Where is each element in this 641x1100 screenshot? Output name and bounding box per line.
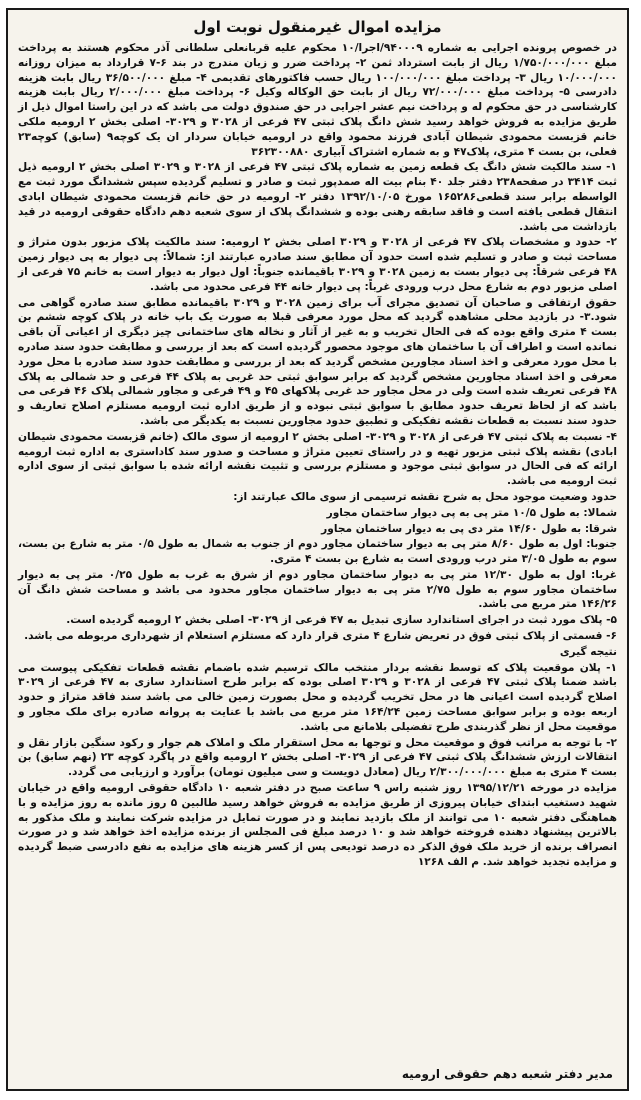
notice-title: مزایده اموال غیرمنقول نوبت اول — [193, 18, 442, 36]
signature-line: مدیر دفتر شعبه دهم حقوقی ارومیه — [401, 1067, 613, 1081]
paragraph-2: ۲- حدود و مشخصات پلاک ۴۷ فرعی از ۳۰۲۸ و ۳۰۲۹ اصلی بخش ۲ ارومیه: سند مالکیت پلاک مزبور بدون متراژ و مساحت ثبت و صادر و تسلیم شده است حدود آن مطابق سند صادره عبارتند از: شمالاً: پی دیوار به پی دیوار زمین ۴۸ فرعی شرقاً: پی دیوار بست به زمین ۳۰۲۸ و ۳۰۲۹ باقیمانده جنوباً: اول دیوار به دیوار است به خانم ۷۵ فرعی از اصلی مزبور دوم به شارع محل درب ورودی غرباً: پی دیوار خانه ۴۴ فرعی محدود می باشد. — [18, 236, 617, 293]
conclusion-1: ۱- پلان موقعیت پلاک که توسط نقشه بردار منتخب مالک ترسیم شده باضمام نقشه قطعات تفکیکی پیوست می باشد ضمنا پلاک ثبتی ۴۷ فرعی از ۳۰۲۸ و ۳۰۲۹ اصلی بوده که برابر طرح استاندارد سازی به ۴۷ فرعی از ۳۰۲۹ اصلاح گردیده است اعیانی ها در محل تخریب گردیده و محل بصورت زمین خالی می باشد سند فاقد متراژ و حدود اربعه بوده و برابر سوابق مساحت زمین ۱۶۴/۲۴ متر مربع می باشد با عنایت به پروانه صادره برای ملک مجاور و موقعیت محل از نظر گذربندی طرح تفضیلی بلامانع می باشد. — [18, 661, 618, 733]
boundary-south: جنوبا: اول به طول ۸/۶۰ متر پی به دیوار ساختمان مجاور دوم از جنوب به شمال به طول ۰/۵ متر به شارع بن بست، سوم به طول ۳/۰۵ متر درب ورودی است به شارع بن بست ۴ متری. — [18, 538, 617, 566]
boundary-west: غربا: اول به طول ۱۲/۳۰ متر پی به دیوار ساختمان مجاور دوم از شرق به غرب به طول ۰/۲۵ متر پی به دیوار ساختمان مجاور سوم به طول ۲/۷۵ متر پی به دیوار ساختمان مجاور محدود می باشد و مساحت شش دانگ آن ۱۴۶/۲۶ متر مربع می باشد. — [18, 568, 617, 611]
auction-schedule: مزایده در مورخه ۱۳۹۵/۱۲/۲۱ روز شنبه راس ۹ ساعت صبح در دفتر شعبه ۱۰ دادگاه حقوقی ارومیه واقع در خیابان شهید دستغیب ابتدای خیابان پیروزی از طریق مزایده به فروش خواهد رسید طالبین ۵ روز مانده به روز مزایده و با هماهنگی دفتر شعبه ۱۰ می توانند از ملک بازدید نمایند و در صورت تمایل در مزایده شرکت نمایند و ملک مذکور به بالاترین پیشنهاد دهنده فروخته خواهد شد و ۱۰ درصد مبلغ فی المجلس از برنده مزایده اخذ خواهد شد و در صورت انصراف برنده از خرید ملک فوق الذکر ده درصد تودیعی پس از کسر هزینه های مزایده به نفع دادرسی ضبط گردیده و مزایده تجدید خواهد شد. م الف ۱۲۶۸ — [18, 782, 617, 869]
boundaries-heading: حدود وضعیت موجود محل به شرح نقشه ترسیمی از سوی مالک عبارتند از: — [233, 490, 617, 503]
boundary-north: شمالا: به طول ۱۰/۵ متر پی به پی دیوار ساختمان مجاور — [326, 506, 617, 519]
paragraph-6: ۶- قسمتی از پلاک ثبتی فوق در تعریض شارع ۴ متری قرار دارد که مستلزم استعلام از شهرداری مربوطه می باشد. — [24, 630, 617, 643]
conclusion-2: ۲- با توجه به مراتب فوق و موقعیت محل و توجها به محل استقرار ملک و املاک هم جوار و رکود سنگین بازار نقل و انتقالات ارزش ششدانگ پلاک ثبتی ۴۷ فرعی از ۳۰۲۹- اصلی بخش ۲ ارومیه واقع در پاگرد کوچه ۲۳ (نهم سابق) بن بست ۴ متری به مبلغ ۲/۳۰۰/۰۰۰/۰۰۰ ریال (معادل دویست و سی میلیون تومان) برآورد و ارزیابی می گردد. — [18, 736, 618, 779]
boundary-east: شرقا: به طول ۱۴/۶۰ متر دی پی به دیوار ساختمان مجاور — [321, 522, 617, 535]
paragraph-3: حقوق ارتفاقی و صاحبان آن تصدیق مجرای آب برای زمین ۳۰۲۸ و ۳۰۲۹ باقیمانده مطابق سند صادره گواهی می شود.۳- در بازدید محلی مشاهده گردید که محل مورد معرفی قبلا به صورت یک باب خانه در پلاک کوچه ششم بن بست ۴ متری واقع بوده که فی الحال تخریب و به غیر از آثار و نخاله های ساختمانی چیز دیگری از اعیانی آن باقی نمانده است و اطراف آن با ساختمان های موجود محصور گردیده است که بعد از بررسی و مطابقت حدود سند صادره با محل مورد معرفی و اخذ اسناد مجاورین مشخص گردید که بعد از بررسی و مطابقت حدود سند صادره با محل مورد معرفی و اخذ اسناد مجاورین مشخص گردید که برابر سوابق ثبتی حد غربی به پلاک ۴۴ فرعی و حد شمالی به پلاک ۴۸ فرعی تعریف شده است ولی در محل مجاور حد غربی پلاکهای ۴۵ و ۴۹ فرعی و مجاور شمالی پلاک ۴۶ فرعی می باشد که از لحاظ تعریف حدود مطابق با سوابق ثبتی نبوده و از طریق اداره ثبت ارومیه مستلزم اصلاح تعاریف و حدود سند نسبت به قطعات نقشه تفکیکی و تطبیق حدود مجاورین نسبت به یکدیگر می باشد. — [18, 296, 617, 427]
conclusion-heading: نتیجه گیری — [559, 645, 617, 658]
paragraph-1: ۱- سند مالکیت شش دانگ یک قطعه زمین به شماره پلاک ثبتی ۴۷ فرعی از ۳۰۲۸ و ۳۰۲۹ اصلی بخش ۲ ارومیه ذیل ثبت ۳۴۱۴ در صفحه۲۳۸ دفتر جلد ۴۰ بنام بیت اله صمدپور ثبت و صادر و تسلیم گردیده سپس ششدانگ مورد ثبت مع الواسطه برابر سند قطعی۱۶۵۲۸۶ مورخ ۱۳۹۲/۱۰/۰۵ دفتر ۲- ارومیه در حق خانم قزبست محمودی شیطان ابادی انتقال قطعی یافته است و فاقد سابقه رهنی بوده و ششدانگ پلاک از سوی شعبه دهم دادگاه حقوقی ارومیه در قید بازداشت می باشد. — [18, 161, 618, 233]
auction-notice — [6, 8, 629, 1091]
paragraph-4: ۴- نسبت به پلاک ثبتی ۴۷ فرعی از ۳۰۲۸ و ۳۰۲۹- اصلی بخش ۲ ارومیه از سوی مالک (خانم قزبست محمودی شیطان ابادی) نقشه پلاک ثبتی مزبور تهیه و در راستای تعیین متراژ و مساحت و صدور سند کاداستری به اداره ثبت ارومیه ارائه که فی الحال در سوابق ثبتی موجود و مستلزم بررسی و تثبیت نقشه ارائه شده با سوابق ثبتی از سوی اداره ثبت ارومیه می باشد. — [18, 430, 617, 488]
paragraph-5: ۵- پلاک مورد ثبت در اجرای استاندارد سازی تبدیل به ۴۷ فرعی از ۳۰۲۹- اصلی بخش ۲ ارومیه گردیده است. — [66, 614, 617, 627]
notice-intro: در خصوص پرونده اجرایی به شماره ۹۴۰۰۰۹/اجرا/۱۰ محکوم علیه قربانعلی سلطانی آذر محکوم هستند به پرداخت مبلغ ۱/۷۵۰/۰۰۰/۰۰۰ ریال از بابت استرداد ثمن ۲- پرداخت ضرر و زیان مندرج در بند ۶-۷ قرارداد به میزان روزانه ۱۰/۰۰۰/۰۰۰ ریال ۳- پرداخت مبلغ ۱۰۰/۰۰۰/۰۰۰ ریال حسب فاکتورهای تقدیمی ۴- مبلغ ۳۶/۵۰۰/۰۰۰ ریال بابت هزینه دادرسی ۵- پرداخت مبلغ ۷۲/۰۰۰/۰۰۰ ریال از بابت حق الوکاله وکیل ۶- پرداخت مبلغ ۲/۰۰۰/۰۰۰ ریال بابت هزینه کارشناسی در حق محکوم له و پرداخت نیم عشر اجرایی در حق صندوق دولت می باشد که در این راستا اموال ذیل از طریق مزایده به فروش خواهد رسید شش دانگ پلاک ثبتی ۴۷ فرعی از ۳۰۲۸ و ۳۰۲۹- اصلی بخش ۲ ارومیه ملکی خانم قزبست محمودی شیطان آبادی فرزند محمود واقع در ارومیه خیابان سردار ان یک کوچه۹ (سابق) کوچه۲۳ فعلی، بن بست ۴ متری، پلاک۴۷ و به شماره اشتراک آبیاری ۳۶۲۳۰۰۸۸۰ — [18, 42, 618, 158]
notice-body — [18, 160, 617, 869]
